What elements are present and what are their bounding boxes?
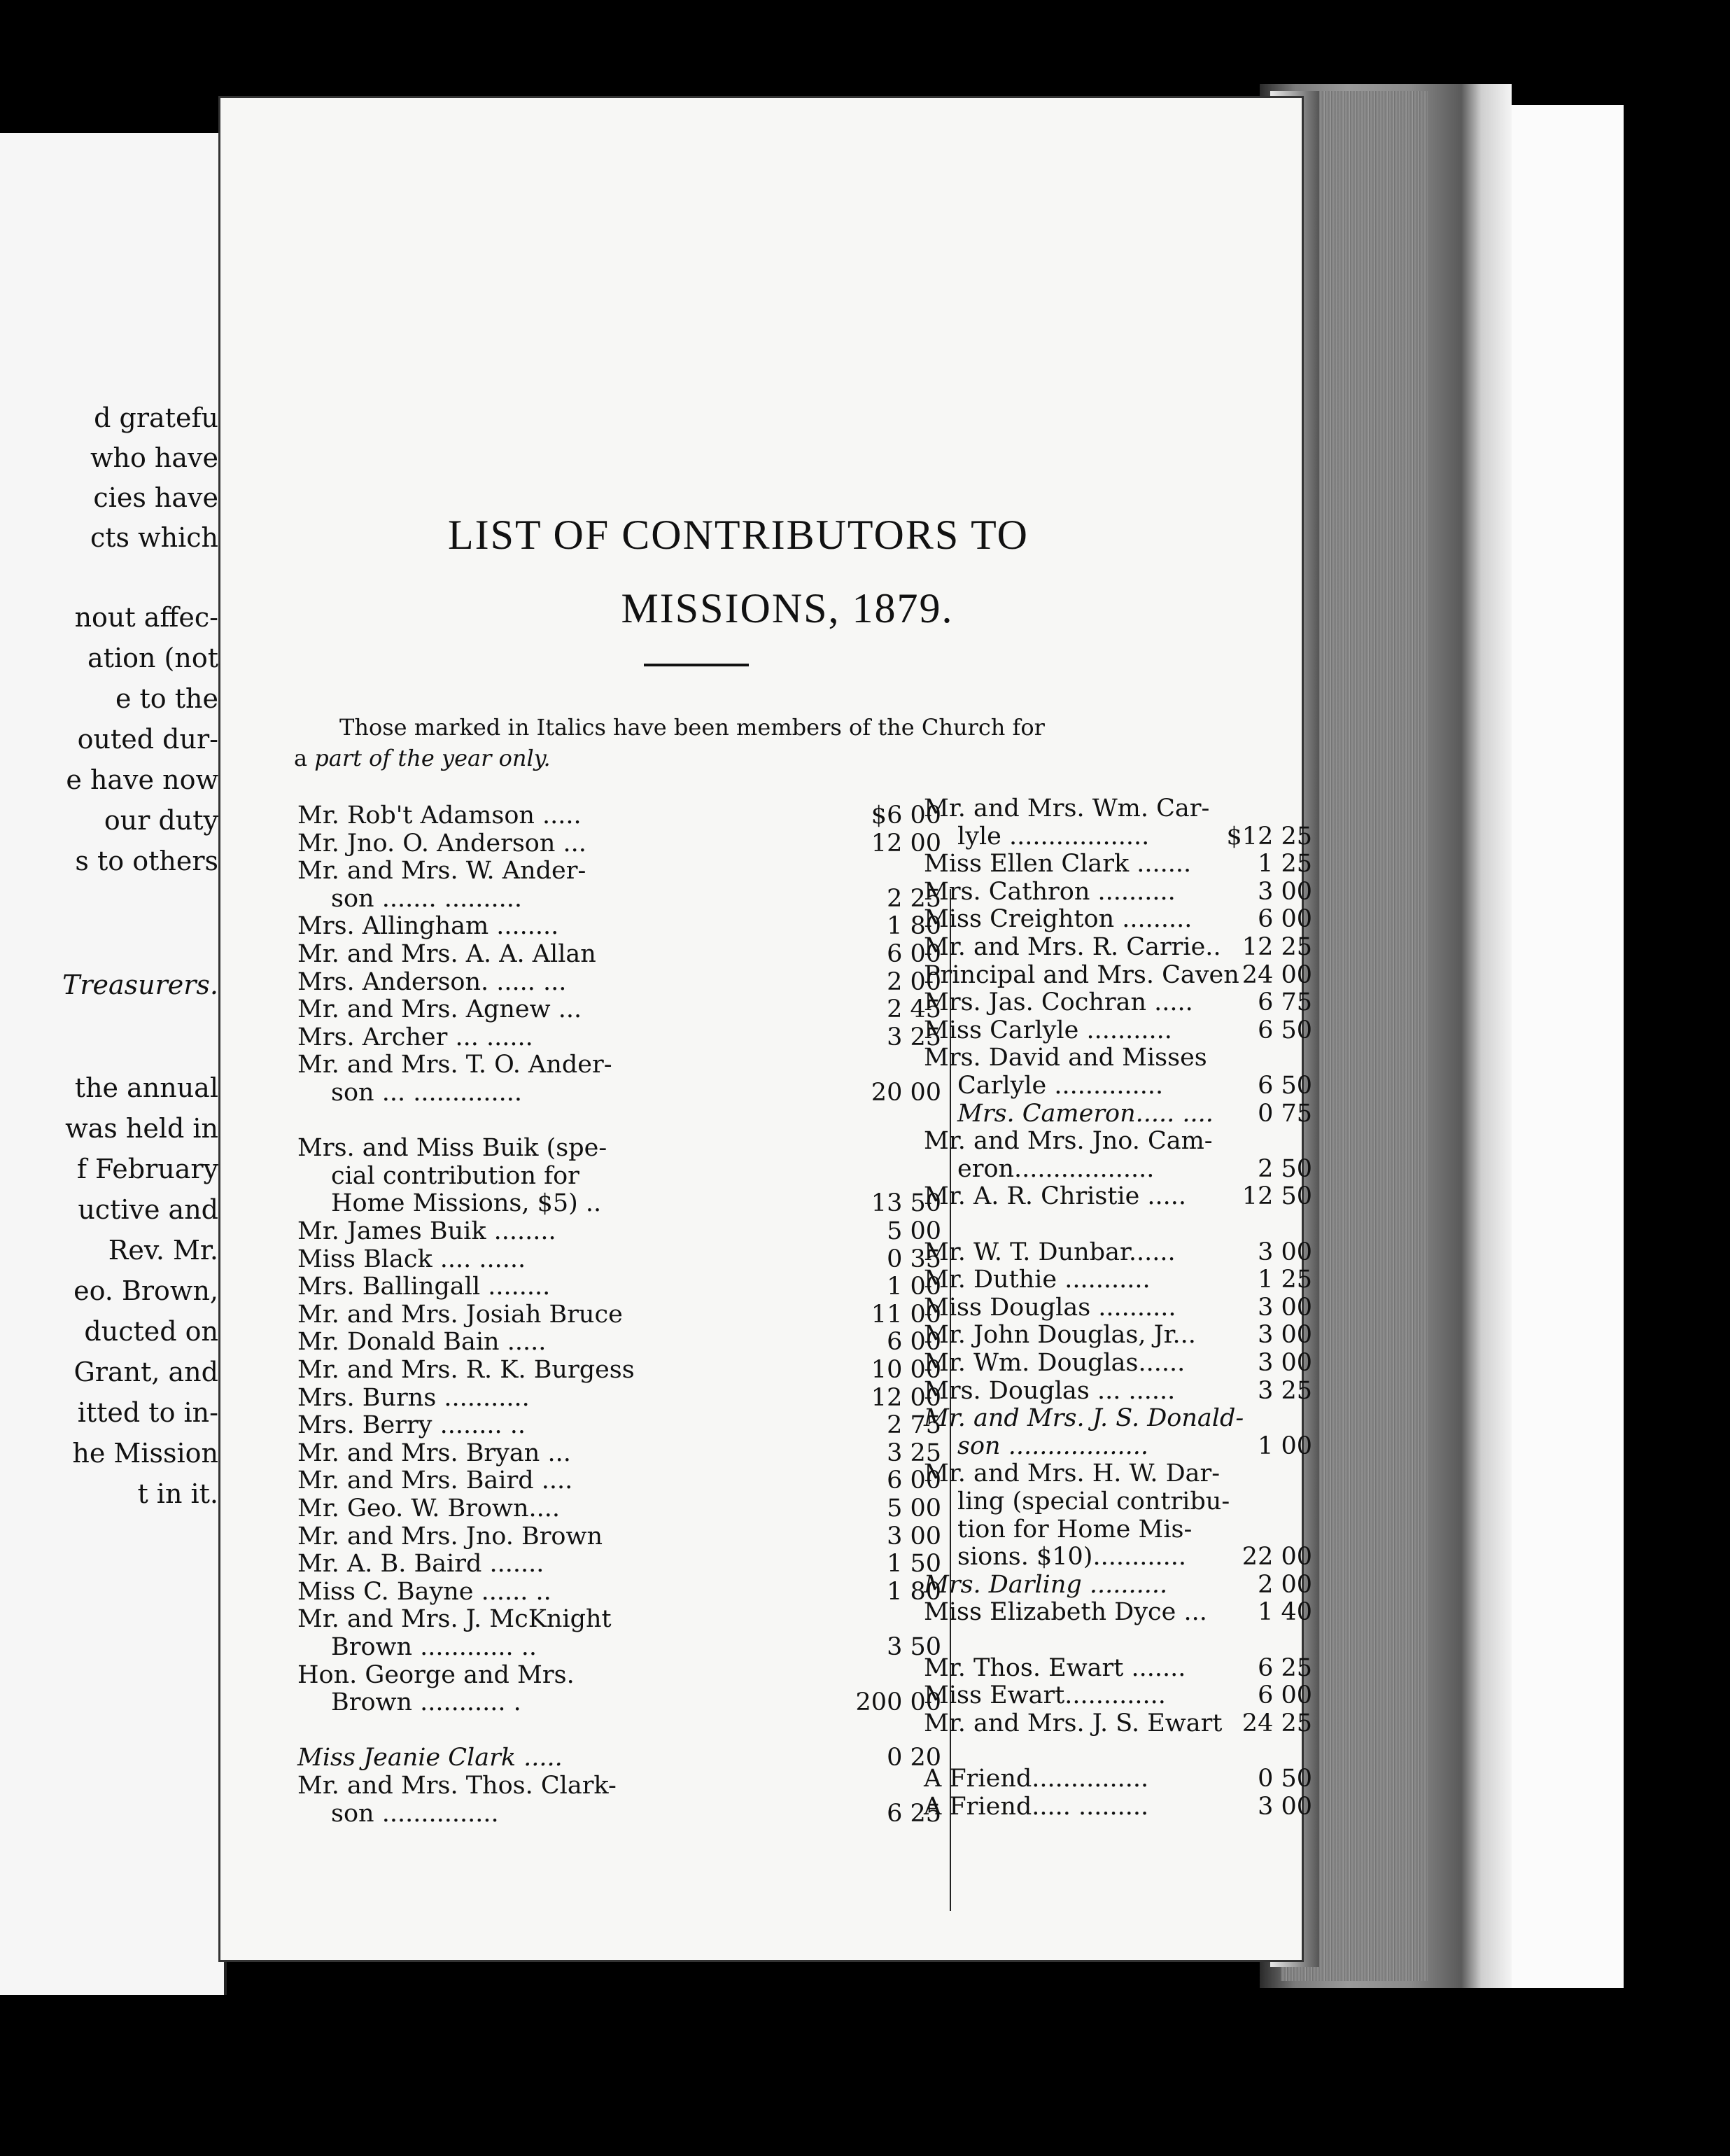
page-title-line-1: LIST OF CONTRIBUTORS TO [447,512,1029,558]
contributor-name: Mr. and Mrs. R. Carrie.. [924,933,1221,961]
contribution-amount: 1 00 [887,1273,941,1301]
contributor-name: son .................. [957,1432,1148,1460]
contributor-name: son ... .............. [331,1079,522,1107]
contributor-name: Mr. and Mrs. Jno. Cam- [924,1127,1213,1156]
italics-note-line-1: Those marked in Italics have been members of the Church for [339,714,1045,741]
left-page-line: Grant, and [73,1357,218,1387]
contribution-amount: 5 00 [887,1494,941,1522]
contribution-amount: 200 00 [855,1688,941,1717]
contribution-amount: 12 00 [871,1383,941,1412]
title-rule [644,664,749,666]
contributor-name: son ....... .......... [331,884,522,913]
contributor-name: ling (special contribu- [957,1488,1230,1516]
contributor-name: Mr. and Mrs. J. S. Ewart [924,1709,1223,1737]
contributor-name: Miss Douglas .......... [924,1293,1176,1322]
contribution-amount: 6 50 [1258,1072,1312,1100]
contributor-name: Miss Jeanie Clark ..... [297,1744,563,1772]
contributor-name: Mr. Duthie ........... [924,1266,1151,1294]
contributor-name: Miss Creighton ......... [924,905,1193,934]
left-page-line: Treasurers. [62,969,218,1000]
contributor-name: Mrs. Cameron..... .... [957,1099,1214,1128]
contributor-name: sions. $10)............ [957,1543,1186,1572]
contribution-amount: 2 25 [887,884,941,913]
contributor-name: Miss Ellen Clark ....... [924,850,1192,878]
contributor-name: Mrs. Allingham ........ [297,912,559,941]
contributor-name: Mr. Donald Bain ..... [297,1328,547,1357]
contributor-name: Mr. and Mrs. Wm. Car- [924,794,1210,822]
contributor-name: Mr. and Mrs. Baird .... [297,1466,573,1495]
contributor-name: Mr. and Mrs. Jno. Brown [297,1522,603,1550]
contribution-amount: 3 25 [887,1438,941,1467]
left-page-line: s to others [75,846,218,876]
contribution-amount: 1 80 [887,912,941,941]
contribution-amount: $6 00 [871,802,941,830]
contributor-name: Mr. W. T. Dunbar...... [924,1238,1176,1266]
contribution-amount: 6 00 [887,1466,941,1495]
left-page-line: cies have [93,482,218,513]
contributor-name: A Friend............... [924,1765,1149,1793]
contributor-name: Mrs. Cathron .......... [924,877,1176,906]
contribution-amount: 3 00 [1258,1321,1312,1350]
contributor-name: Mr. A. B. Baird ....... [297,1550,544,1578]
contributor-name: Hon. George and Mrs. [297,1660,575,1689]
contributor-name: Mr. and Mrs. H. W. Dar- [924,1460,1221,1488]
contribution-amount: 3 00 [1258,1238,1312,1266]
contribution-amount: 12 00 [871,829,941,858]
left-page-line: Rev. Mr. [108,1235,218,1266]
contribution-amount: 13 50 [871,1189,941,1218]
contribution-amount: 6 00 [887,940,941,968]
contribution-amount: 24 25 [1242,1709,1312,1737]
contributor-name: Mr. and Mrs. T. O. Ander- [297,1051,612,1079]
contributor-name: Miss Carlyle ........... [924,1016,1172,1044]
left-page-line: itted to in- [77,1397,218,1428]
contribution-amount: 3 50 [887,1633,941,1661]
contributor-name: Mrs. Burns ........... [297,1383,530,1412]
left-page-line: uctive and [78,1194,218,1225]
left-page-line: e to the [115,683,218,714]
contribution-amount: 5 00 [887,1217,941,1245]
contribution-amount: 2 75 [887,1411,941,1440]
contributor-name: Mr. James Buik ........ [297,1217,556,1245]
contribution-amount: 12 25 [1242,933,1312,961]
left-page-line: ation (not [87,643,218,673]
contributor-name: Mrs. Archer ... ...... [297,1023,533,1051]
contribution-amount: 6 50 [1258,1016,1312,1044]
contribution-amount: 3 25 [887,1023,941,1051]
contributor-name: Mr. and Mrs. A. A. Allan [297,940,596,968]
contribution-amount: $12 25 [1226,822,1312,850]
contribution-amount: 1 80 [887,1577,941,1606]
left-page-line: cts which [90,522,218,553]
contribution-amount: 3 00 [1258,877,1312,906]
contributor-name: Mrs. Douglas ... ...... [924,1376,1176,1405]
contributor-name: Miss Black .... ...... [297,1245,526,1273]
contribution-amount: 0 75 [1258,1099,1312,1128]
contribution-amount: 1 50 [887,1550,941,1578]
left-page-line: ducted on [84,1316,218,1347]
left-page-line: he Mission [72,1438,218,1469]
italics-note-italic: part of the year only. [314,745,551,771]
contributor-name: Brown ........... . [331,1688,521,1717]
contributor-name: lyle .................. [957,822,1150,850]
left-page-line: outed dur- [77,724,218,755]
contributor-name: Mr. and Mrs. J. S. Donald- [924,1404,1244,1433]
contribution-amount: 2 00 [887,967,941,996]
contribution-amount: 2 50 [1258,1154,1312,1183]
contribution-amount: 0 35 [887,1245,941,1273]
contributor-name: Miss Elizabeth Dyce ... [924,1598,1207,1627]
contribution-amount: 6 75 [1258,988,1312,1017]
left-page-line: our duty [104,805,218,836]
contribution-amount: 3 00 [1258,1349,1312,1377]
contribution-amount: 24 00 [1242,960,1312,989]
left-page-line: was held in [65,1113,218,1144]
page-title-line-2: MISSIONS, 1879. [621,585,954,631]
contributor-name: Mr. A. R. Christie ..... [924,1182,1187,1211]
contributor-name: Mr. and Mrs. Bryan ... [297,1438,571,1467]
contribution-amount: 22 00 [1242,1543,1312,1572]
contributor-name: Mrs. David and Misses [924,1044,1207,1072]
italics-note-line-2 [294,745,551,771]
contributor-name: Mr. and Mrs. W. Ander- [297,857,586,886]
contribution-amount: 6 25 [1258,1653,1312,1682]
contribution-amount: 3 00 [1258,1792,1312,1821]
contribution-amount: 2 00 [1258,1570,1312,1599]
contributor-name: A Friend..... ......... [924,1792,1149,1821]
contributor-name: Mrs. Jas. Cochran ..... [924,988,1193,1017]
contribution-amount: 6 00 [1258,1681,1312,1710]
contributor-name: Mrs. Darling .......... [924,1570,1168,1599]
contribution-amount: 2 45 [887,995,941,1024]
contributor-name: Mr. and Mrs. J. McKnight [297,1605,612,1634]
contribution-amount: 0 20 [887,1744,941,1772]
left-page-line: t in it. [137,1478,218,1509]
contributor-name: eron.................. [957,1154,1155,1183]
left-page-line: who have [90,442,218,473]
left-page-line: d gratefu [94,402,218,433]
contributor-name: Mr. Geo. W. Brown.... [297,1494,560,1522]
contributor-name: Brown ............ .. [331,1633,537,1661]
contribution-amount: 3 00 [887,1522,941,1550]
contributor-name: Principal and Mrs. Caven [924,960,1239,989]
contribution-amount: 6 00 [887,1328,941,1357]
left-page-line: the annual [74,1072,218,1103]
contribution-amount: 6 00 [1258,905,1312,934]
contribution-amount: 3 00 [1258,1293,1312,1322]
contributor-name: Mr. and Mrs. Thos. Clark- [297,1772,617,1800]
contribution-amount: 1 40 [1258,1598,1312,1627]
contributor-name: Mr. and Mrs. Agnew ... [297,995,582,1024]
left-page-line: f February [76,1154,218,1184]
contribution-amount: 3 25 [1258,1376,1312,1405]
contributor-name: Mr. Thos. Ewart ....... [924,1653,1186,1682]
contributor-name: Mr. and Mrs. Josiah Bruce [297,1300,623,1329]
contributor-name: Home Missions, $5) .. [331,1189,602,1218]
contributor-name: Miss Ewart............. [924,1681,1166,1710]
contributor-name: Mr. and Mrs. R. K. Burgess [297,1356,635,1384]
left-page-line: nout affec- [74,602,218,633]
contributor-name: son ............... [331,1799,499,1828]
contribution-amount: 20 00 [871,1079,941,1107]
contributor-name: tion for Home Mis- [957,1515,1193,1544]
contributor-name: Mr. Wm. Douglas...... [924,1349,1186,1377]
contribution-amount: 10 00 [871,1356,941,1384]
contributor-name: Mr. Rob't Adamson ..... [297,802,582,830]
contributor-name: Mrs. Berry ........ .. [297,1411,526,1440]
main-page [220,98,1312,1960]
contributor-name: Mrs. and Miss Buik (spe- [297,1134,607,1163]
contributor-name: Mrs. Anderson. ..... ... [297,967,567,996]
left-page-line: e have now [66,764,218,795]
contribution-amount: 1 25 [1258,850,1312,878]
contributor-name: Mr. John Douglas, Jr... [924,1321,1196,1350]
contribution-amount: 0 50 [1258,1765,1312,1793]
left-page-line: eo. Brown, [73,1275,218,1306]
contribution-amount: 11 00 [871,1300,941,1329]
contributor-name: Miss C. Bayne ...... .. [297,1577,551,1606]
contributor-name: cial contribution for [331,1161,579,1190]
contribution-amount: 12 50 [1242,1182,1312,1211]
contributor-name: Mrs. Ballingall ........ [297,1273,551,1301]
contribution-amount: 6 25 [887,1799,941,1828]
italics-note-prefix: a [294,745,315,771]
left-page [0,133,227,1995]
contributor-name: Mr. Jno. O. Anderson ... [297,829,586,858]
contributor-name: Carlyle .............. [957,1072,1164,1100]
contribution-amount: 1 25 [1258,1266,1312,1294]
contribution-amount: 1 00 [1258,1432,1312,1460]
